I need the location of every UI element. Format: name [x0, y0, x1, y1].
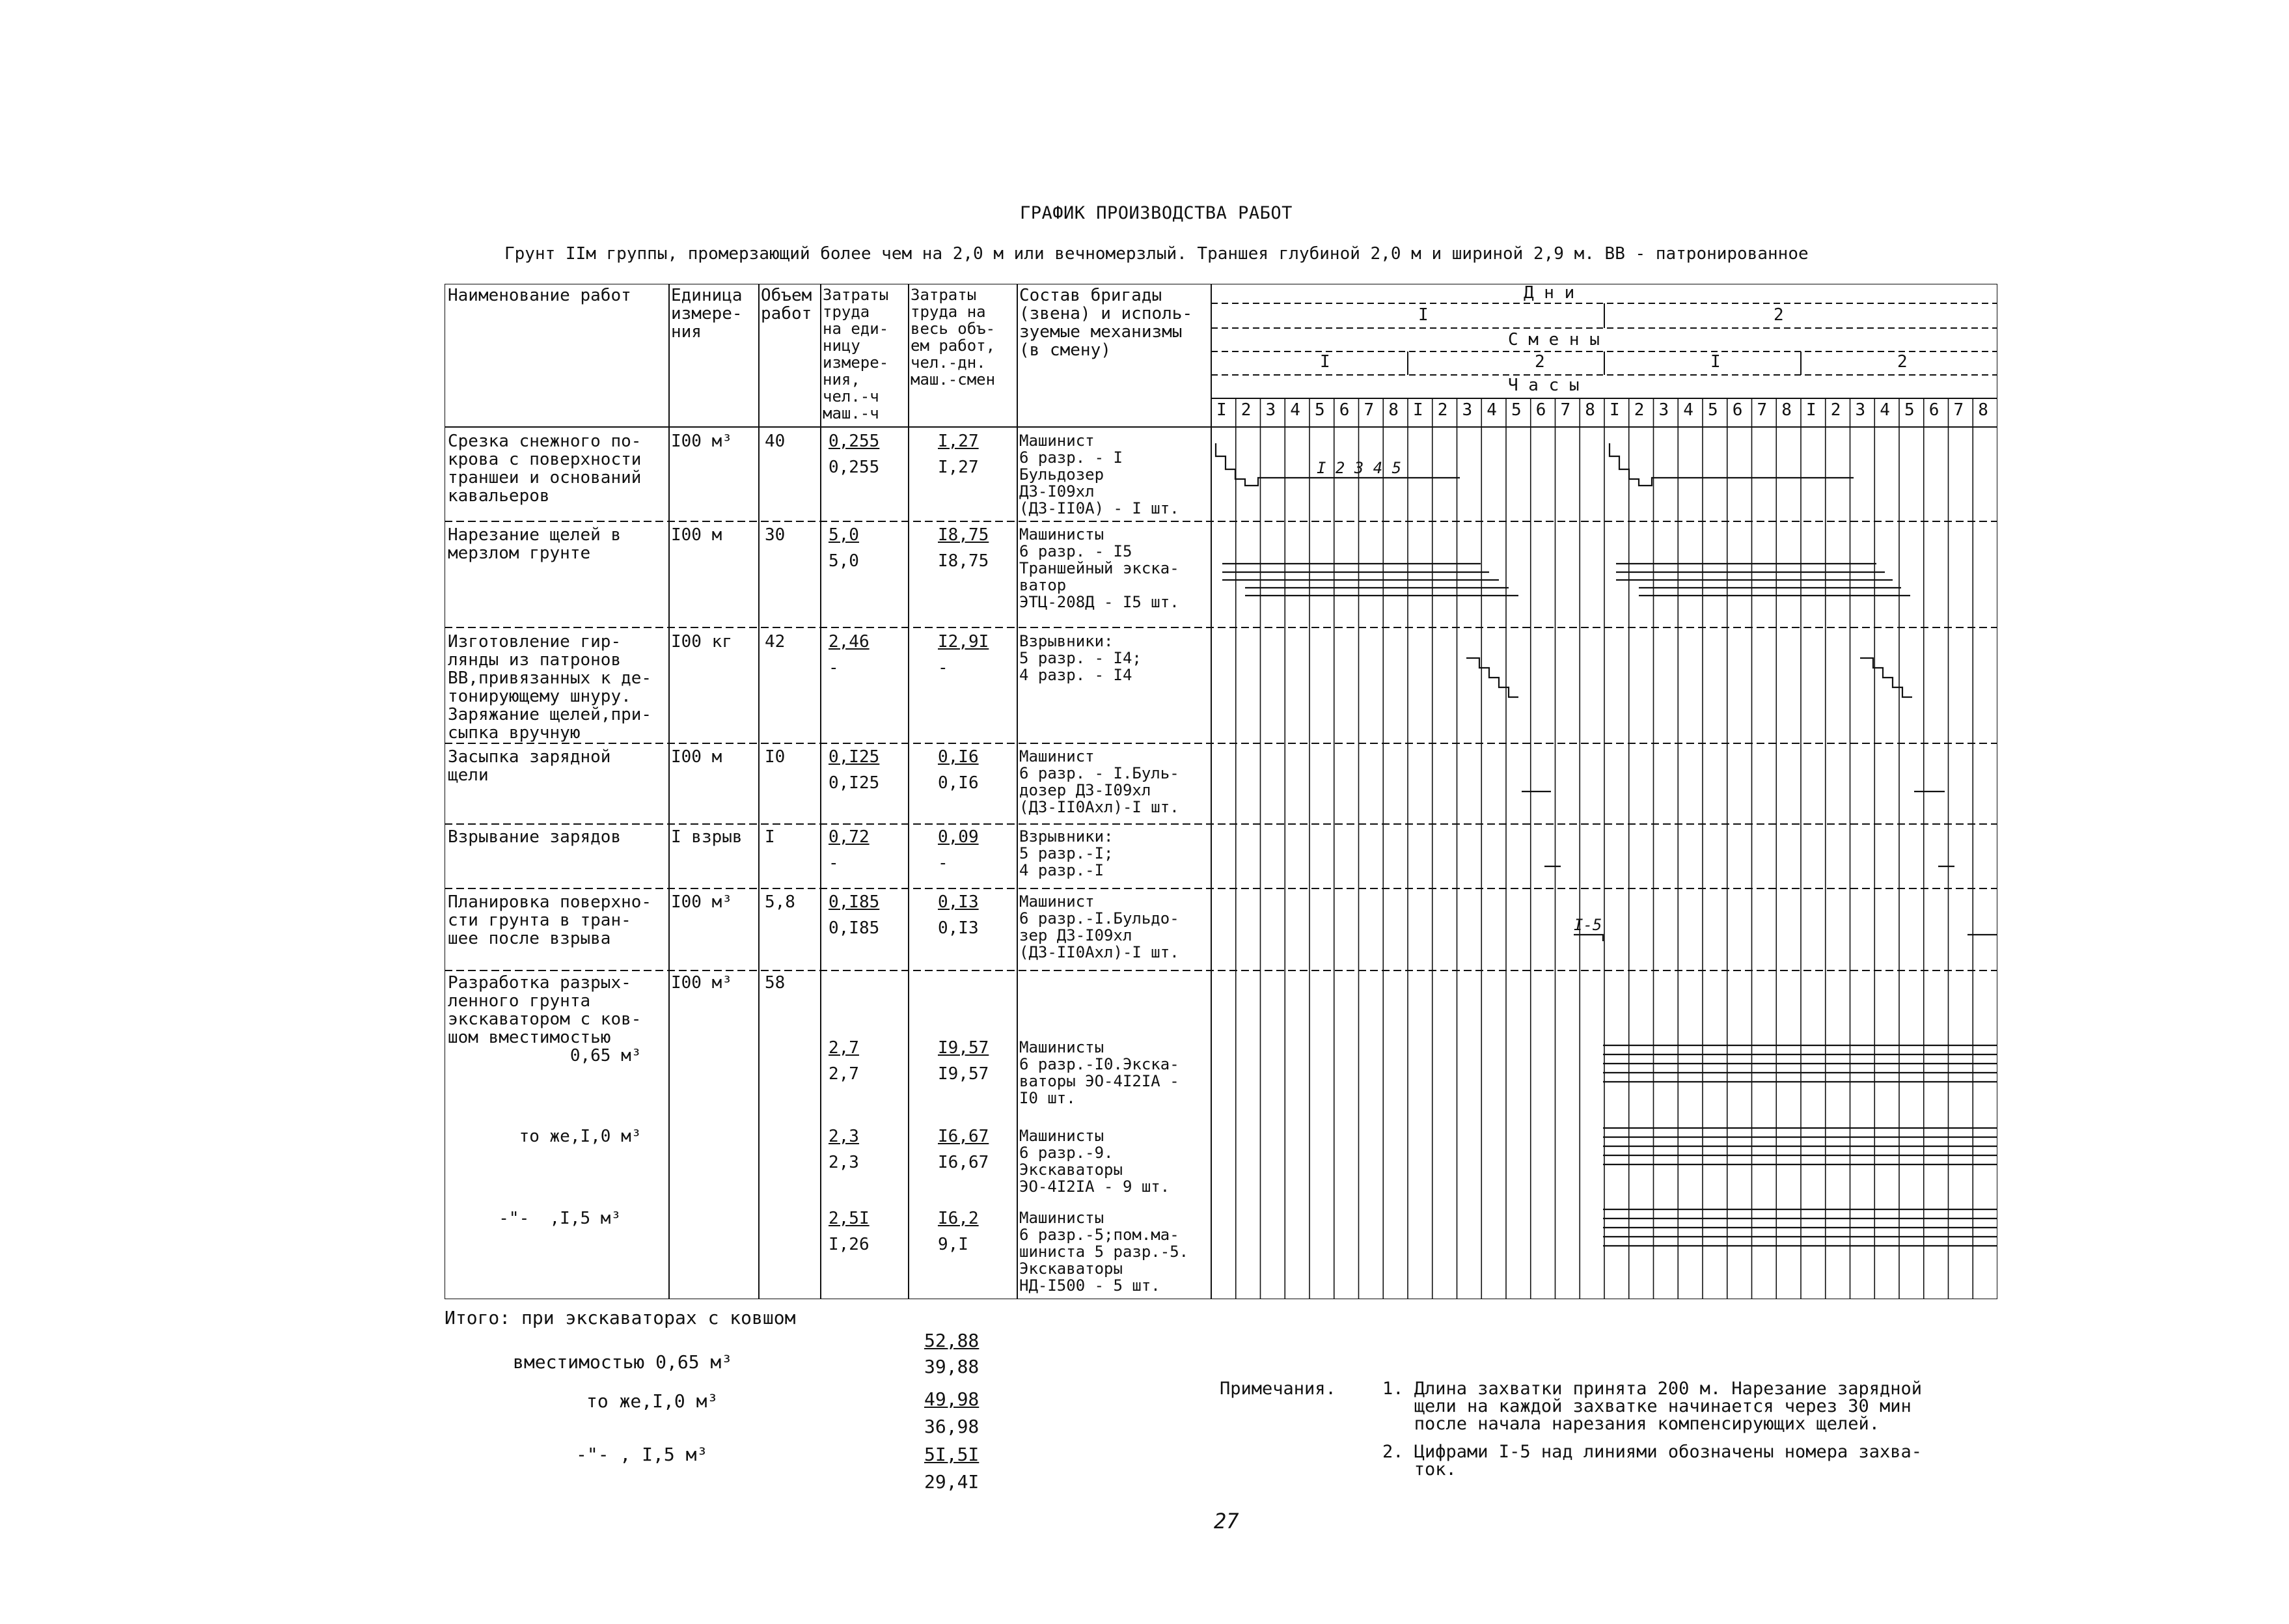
- header-shifts: С м е н ы: [1508, 330, 1600, 350]
- row-volume: 40: [765, 432, 786, 451]
- row-volume: 30: [765, 525, 786, 545]
- row-cost-unit-bottom: 0,I85: [829, 918, 880, 938]
- row-cost-unit-top: 2,46: [829, 632, 870, 652]
- row-cost-unit-top: 0,72: [829, 827, 870, 847]
- page-title: ГРАФИК ПРОИЗВОДСТВА РАБОТ: [1020, 203, 1293, 223]
- total-15-bottom: 29,4I: [924, 1471, 980, 1493]
- row-cost-total-top: I9,57: [938, 1038, 989, 1058]
- row-cost-total-bottom: I6,67: [938, 1153, 989, 1172]
- gantt-label-row1: I 2 3 4 5: [1317, 459, 1402, 477]
- hour-label: 3: [1462, 400, 1473, 420]
- row-cost-unit-top: 2,7: [829, 1038, 859, 1058]
- row-cost-total-top: I8,75: [938, 525, 989, 545]
- row-work-name: Взрывание зарядов: [448, 827, 622, 847]
- hour-label: 5: [1904, 400, 1915, 420]
- row-cost-total-top: 0,09: [938, 827, 979, 847]
- row-cost-unit-bottom: -: [829, 853, 839, 873]
- row-cost-total-top: I6,67: [938, 1127, 989, 1146]
- row-crew: Машинисты 6 разр. - I5 Траншейный экска- ватор ЭТЦ-208Д - I5 шт.: [1019, 525, 1179, 611]
- note-1: 1. Длина захватки принята 200 м. Нарезание зарядной щели на каждой захватке начинается через 30 мин после начала нарезания компенсирующих щелей.: [1382, 1379, 1923, 1434]
- row-volume: 58: [765, 973, 786, 993]
- hour-label: 2: [1830, 400, 1841, 420]
- hour-label: 6: [1339, 400, 1350, 420]
- hour-label: I: [1610, 400, 1620, 420]
- row-work-name: Нарезание щелей в мерзлом грунте: [448, 525, 622, 563]
- hour-label: 5: [1315, 400, 1325, 420]
- hour-label: 7: [1757, 400, 1768, 420]
- total-065-top: 52,88: [924, 1330, 980, 1351]
- totals-block: [445, 1307, 980, 1565]
- hour-label: I: [1413, 400, 1423, 420]
- totals-label-065: вместимостью 0,65 м³: [513, 1351, 733, 1373]
- hour-label: 6: [1732, 400, 1743, 420]
- totals-label-15: -"- , I,5 м³: [576, 1444, 708, 1465]
- row-work-name: Планировка поверхно- сти грунта в тран- шее после взрыва: [448, 892, 652, 948]
- row-work-name: то же,I,0 м³: [448, 1127, 642, 1146]
- hour-label: 5: [1511, 400, 1522, 420]
- hour-label: 4: [1880, 400, 1890, 420]
- hour-label: 8: [1781, 400, 1792, 420]
- total-10-bottom: 36,98: [924, 1416, 980, 1437]
- header-day-1: I: [1418, 305, 1429, 325]
- hour-label: 8: [1978, 400, 1988, 420]
- row-volume: I0: [765, 747, 786, 767]
- header-day-2: 2: [1774, 305, 1784, 325]
- row-cost-total-bottom: 0,I6: [938, 773, 979, 793]
- header-shift-2: 2: [1535, 352, 1545, 372]
- row-work-name: Разработка разрых- ленного грунта экскаватором с ков- шом вместимостью 0,65 м³: [448, 973, 642, 1066]
- row-cost-unit-bottom: I,26: [829, 1235, 870, 1254]
- header-crew: Состав бригады (звена) и исполь- зуемые механизмы (в смену): [1019, 286, 1193, 360]
- hour-label: 7: [1364, 400, 1375, 420]
- header-shift-3: I: [1710, 352, 1721, 372]
- hour-label: 5: [1708, 400, 1718, 420]
- notes-heading: Примечания.: [1220, 1379, 1336, 1399]
- row-cost-unit-top: 2,5I: [829, 1209, 870, 1228]
- hour-label: 3: [1658, 400, 1669, 420]
- row-work-name: Изготовление гир- лянды из патронов ВВ,привязанных к де- тонирующему шнуру. Заряжание щелей,при- сыпка вручную: [448, 632, 652, 743]
- row-cost-unit-top: 2,3: [829, 1127, 859, 1146]
- work-schedule-table: [445, 284, 1997, 1299]
- row-cost-unit-bottom: 2,3: [829, 1153, 859, 1172]
- row-volume: I: [765, 827, 775, 847]
- header-work-name: Наименование работ: [448, 286, 631, 305]
- page-subtitle: Грунт IIм группы, промерзающий более чем на 2,0 м или вечномерзлый. Траншея глубиной 2,0 м и шириной 2,9 м. ВВ - патронированное: [504, 244, 1809, 264]
- totals-label: Итого: при экскаваторах с ковшом: [445, 1307, 796, 1328]
- note-2: 2. Цифрами I-5 над линиями обозначены номера захва- ток.: [1382, 1442, 1923, 1479]
- row-cost-unit-bottom: 2,7: [829, 1064, 859, 1084]
- hour-label: 4: [1487, 400, 1497, 420]
- total-15-top: 5I,5I: [924, 1444, 980, 1465]
- row-unit: I00 кг: [671, 632, 732, 652]
- row-cost-total-top: 0,I6: [938, 747, 979, 767]
- row-crew: Машинисты 6 разр.-9. Экскаваторы ЭО-4I2IА - 9 шт.: [1019, 1127, 1170, 1196]
- row-cost-total-bottom: -: [938, 853, 948, 873]
- row-crew: Взрывники: 5 разр.-I; 4 разр.-I: [1019, 827, 1114, 879]
- hour-label: 8: [1388, 400, 1399, 420]
- row-volume: 5,8: [765, 892, 795, 912]
- row-cost-unit-top: 5,0: [829, 525, 859, 545]
- row-cost-total-top: I6,2: [938, 1209, 979, 1228]
- hour-label: 2: [1240, 400, 1252, 420]
- header-volume: Объем работ: [761, 286, 812, 323]
- row-cost-total-bottom: I8,75: [938, 551, 989, 571]
- hour-label: I: [1216, 400, 1227, 420]
- row-work-name: Засыпка зарядной щели: [448, 747, 611, 785]
- row-work-name: -"- ,I,5 м³: [448, 1209, 622, 1228]
- header-shift-4: 2: [1897, 352, 1908, 372]
- row-cost-total-bottom: I9,57: [938, 1064, 989, 1084]
- row-crew: Машинист 6 разр. - I Бульдозер ДЗ-I09хл (ДЗ-II0А) - I шт.: [1019, 432, 1179, 517]
- header-cost-total: Затраты труда на весь объ- ем работ, чел.-дн. маш.-смен: [911, 286, 996, 389]
- total-065-bottom: 39,88: [924, 1356, 980, 1377]
- header-cost-unit: Затраты труда на еди- ницу измере- ния, чел.-ч маш.-ч: [823, 286, 889, 422]
- row-work-name: Срезка снежного по- крова с поверхности траншеи и оснований кавальеров: [448, 432, 642, 506]
- gantt-bars: [1216, 443, 1997, 1246]
- page-number: 27: [1214, 1509, 1239, 1534]
- total-10-top: 49,98: [924, 1388, 980, 1410]
- row-cost-unit-bottom: 0,255: [829, 458, 880, 477]
- row-volume: 42: [765, 632, 786, 652]
- hour-label: 3: [1265, 400, 1276, 420]
- hour-label: 2: [1634, 400, 1645, 420]
- hour-label: 4: [1683, 400, 1693, 420]
- row-cost-total-top: I2,9I: [938, 632, 989, 652]
- hour-label: 6: [1928, 400, 1939, 420]
- hour-label: I: [1806, 400, 1816, 420]
- hour-label: 2: [1437, 400, 1448, 420]
- row-crew: Машинист 6 разр.-I.Бульдо- зер ДЗ-I09хл (ДЗ-II0Ахл)-I шт.: [1019, 892, 1179, 961]
- row-crew: Взрывники: 5 разр. - I4; 4 разр. - I4: [1019, 632, 1142, 684]
- row-unit: I00 м: [671, 747, 722, 767]
- row-cost-total-bottom: I,27: [938, 458, 979, 477]
- hour-label: 6: [1535, 400, 1546, 420]
- row-cost-total-bottom: -: [938, 658, 948, 678]
- hour-label: 7: [1953, 400, 1964, 420]
- row-unit: I взрыв: [671, 827, 743, 847]
- row-unit: I00 м³: [671, 892, 732, 912]
- row-cost-unit-bottom: -: [829, 658, 839, 678]
- row-cost-unit-top: 0,I85: [829, 892, 880, 912]
- row-cost-total-top: 0,I3: [938, 892, 979, 912]
- hour-label: 4: [1290, 400, 1300, 420]
- row-unit: I00 м³: [671, 973, 732, 993]
- gantt-label-row6: I-5: [1574, 916, 1602, 934]
- totals-label-10: то же,I,0 м³: [586, 1390, 719, 1412]
- row-cost-unit-bottom: 5,0: [829, 551, 859, 571]
- row-cost-unit-top: 0,255: [829, 432, 880, 451]
- row-unit: I00 м³: [671, 432, 732, 451]
- hour-label: 3: [1855, 400, 1866, 420]
- row-cost-unit-bottom: 0,I25: [829, 773, 880, 793]
- row-crew: Машинисты 6 разр.-I0.Экска- ваторы ЭО-4I2IА - I0 шт.: [1019, 1038, 1179, 1107]
- row-cost-unit-top: 0,I25: [829, 747, 880, 767]
- row-unit: I00 м: [671, 525, 722, 545]
- row-cost-total-bottom: 9,I: [938, 1235, 968, 1254]
- header-hours: Ч а с ы: [1508, 376, 1580, 395]
- hour-label: 8: [1585, 400, 1595, 420]
- header-days: Д н и: [1524, 283, 1575, 303]
- row-cost-total-bottom: 0,I3: [938, 918, 979, 938]
- hour-label: 7: [1560, 400, 1571, 420]
- row-cost-total-top: I,27: [938, 432, 979, 451]
- header-shift-1: I: [1320, 352, 1330, 372]
- notes-block: [1220, 1379, 1923, 1479]
- row-crew: Машинисты 6 разр.-5;пом.ма- шиниста 5 разр.-5. Экскаваторы НД-I500 - 5 шт.: [1019, 1209, 1189, 1295]
- row-crew: Машинист 6 разр. - I.Буль- дозер ДЗ-I09хл (ДЗ-II0Ахл)-I шт.: [1019, 747, 1179, 816]
- header-unit: Единица измере- ния: [671, 286, 743, 342]
